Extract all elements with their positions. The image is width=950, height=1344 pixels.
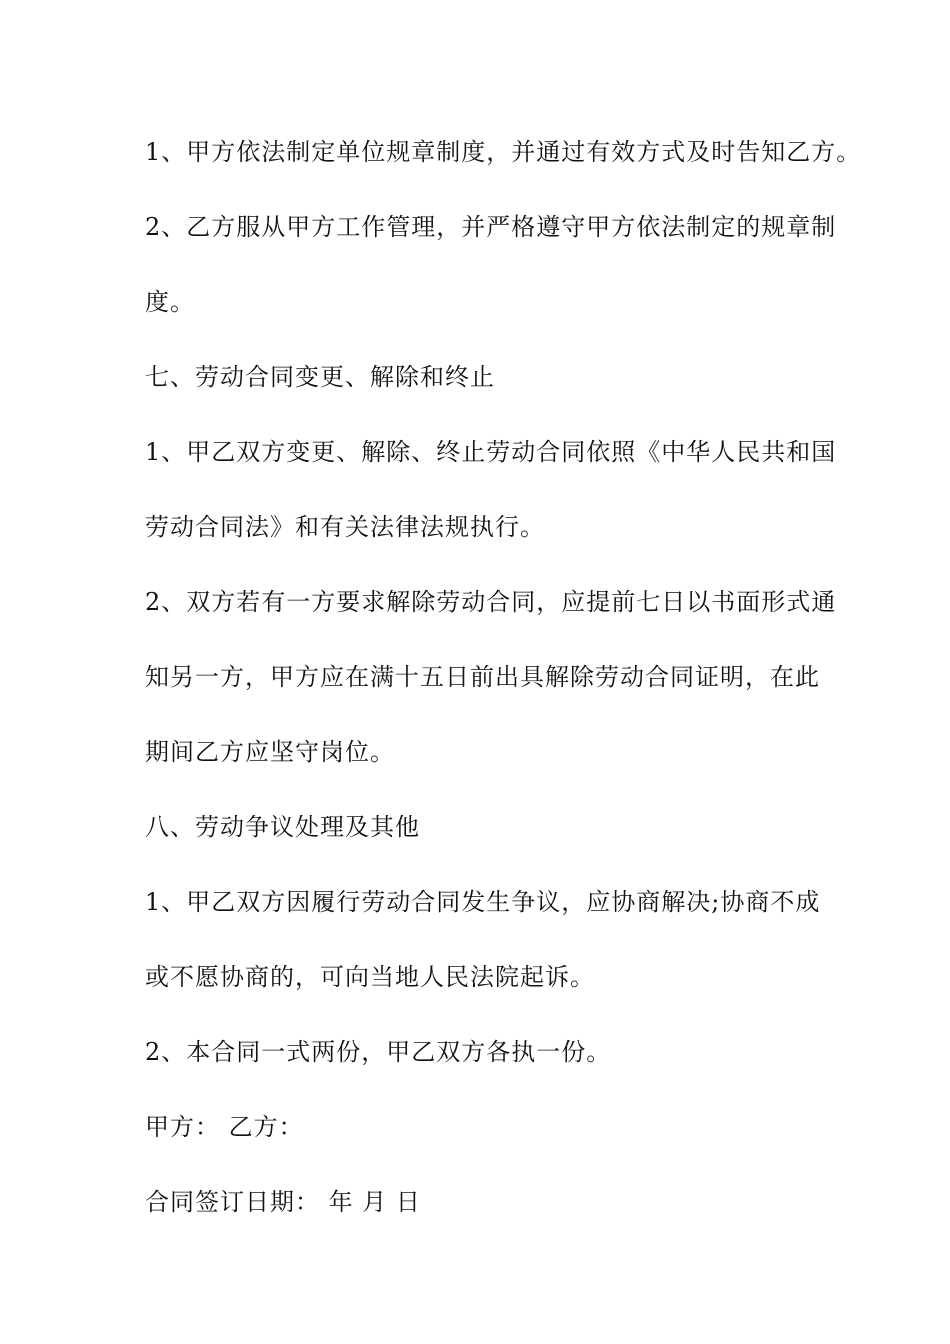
clause-7-item-2-line-2: 知另一方，甲方应在满十五日前出具解除劳动合同证明，在此 <box>145 663 820 691</box>
clause-8-item-1-line-2: 或不愿协商的，可向当地人民法院起诉。 <box>145 963 595 991</box>
section-8-heading: 八、劳动争议处理及其他 <box>145 813 420 841</box>
clause-7-item-1-line-2: 劳动合同法》和有关法律法规执行。 <box>145 513 545 541</box>
clause-7-item-2-line-1: 2、双方若有一方要求解除劳动合同，应提前七日以书面形式通 <box>145 588 837 616</box>
clause-7-item-1-line-1: 1、甲乙双方变更、解除、终止劳动合同依照《中华人民共和国 <box>145 438 837 466</box>
clause-6-item-2-line-1: 2、乙方服从甲方工作管理，并严格遵守甲方依法制定的规章制 <box>145 213 837 241</box>
clause-7-item-2-line-3: 期间乙方应坚守岗位。 <box>145 738 395 766</box>
signing-date: 合同签订日期： 年 月 日 <box>145 1188 421 1216</box>
section-7-heading: 七、劳动合同变更、解除和终止 <box>145 363 495 391</box>
clause-6-item-1-line-1: 1、甲方依法制定单位规章制度，并通过有效方式及时告知乙方。 <box>145 138 862 166</box>
signature-parties: 甲方： 乙方： <box>145 1113 304 1141</box>
clause-8-item-1-line-1: 1、甲乙双方因履行劳动合同发生争议，应协商解决;协商不成 <box>145 888 821 916</box>
clause-6-item-2-line-2: 度。 <box>145 288 195 316</box>
clause-8-item-2-line-1: 2、本合同一式两份，甲乙双方各执一份。 <box>145 1038 612 1066</box>
